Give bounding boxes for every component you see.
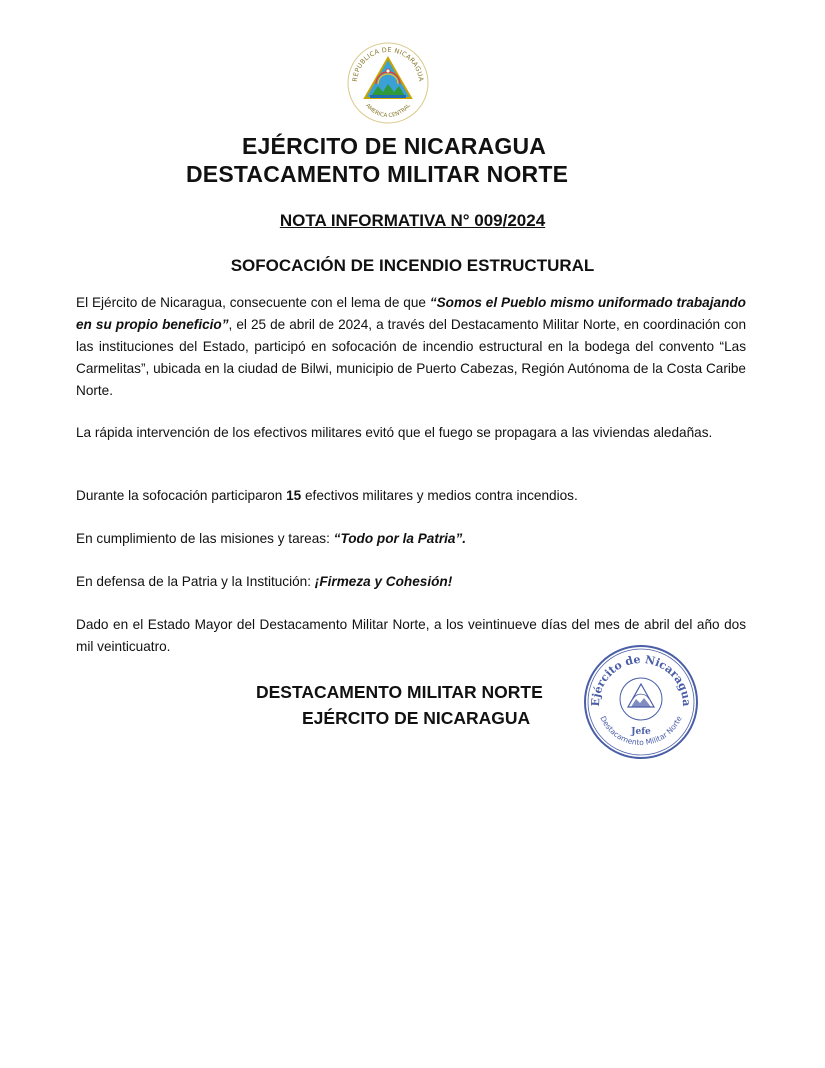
note-number [0, 211, 825, 231]
paragraph-4 [76, 528, 746, 550]
signature-line-1: DESTACAMENTO MILITAR NORTE [256, 682, 543, 702]
signature-line-2: EJÉRCITO DE NICARAGUA [302, 708, 531, 728]
paragraph-1-rest: , el 25 de abril de 2024, a través del Destacamento Militar Norte, en coordinación con las instituciones del Estado, participó en sofocación de incendio estructural en la bodega del convento “Las Carmelitas”, ubicada en la ciudad de Bilwi, municipio de Puerto Cabezas, Región Autónoma de la Costa Caribe Norte. [76, 317, 747, 398]
svg-text:REPUBLICA DE NICARAGUA: REPUBLICA DE NICARAGUA [350, 45, 426, 83]
paragraph-6: Dado en el Estado Mayor del Destacamento Militar Norte, a los veintinueve días del mes de abril del año dos mil veinticuatro. [76, 617, 746, 654]
paragraph-5-intro: En defensa de la Patria y la Institución: [76, 574, 315, 589]
svg-text:Destacamento Militar Norte: Destacamento Militar Norte [598, 714, 684, 748]
header-line-1: EJÉRCITO DE NICARAGUA [242, 133, 547, 159]
header-line-2: DESTACAMENTO MILITAR NORTE [186, 161, 569, 187]
note-subject: SOFOCACIÓN DE INCENDIO ESTRUCTURAL [230, 256, 595, 275]
paragraph-3-rest: efectivos militares y medios contra incendios. [301, 488, 578, 503]
official-seal-stamp [582, 643, 700, 761]
paragraph-3-intro: Durante la sofocación participaron [76, 488, 287, 503]
coat-of-arms-icon [345, 40, 431, 126]
paragraph-2: La rápida intervención de los efectivos militares evitó que el fuego se propagara a las viviendas aledañas. [76, 425, 713, 440]
paragraph-1-intro: El Ejército de Nicaragua, consecuente con el lema de que [76, 295, 430, 310]
paragraph-5 [76, 571, 746, 593]
paragraph-1-motto: “Somos el Pueblo mismo uniformado trabajando en su propio beneficio” [76, 295, 746, 332]
svg-text:AMERICA CENTRAL: AMERICA CENTRAL [364, 102, 412, 120]
note-number-text: NOTA INFORMATIVA N° 009/2024 [279, 211, 546, 230]
paragraph-3-count: 15 [286, 488, 302, 503]
paragraph-5-motto: ¡Firmeza y Cohesión! [314, 574, 453, 589]
paragraph-3 [76, 485, 746, 507]
paragraph-4-intro: En cumplimiento de las misiones y tareas: [76, 531, 334, 546]
paragraph-4-motto: “Todo por la Patria”. [333, 531, 467, 546]
svg-text:Ejército de Nicaragua: Ejército de Nicaragua [588, 652, 694, 707]
seal-center-label: Jefe [631, 727, 651, 737]
paragraph-1 [76, 292, 746, 402]
